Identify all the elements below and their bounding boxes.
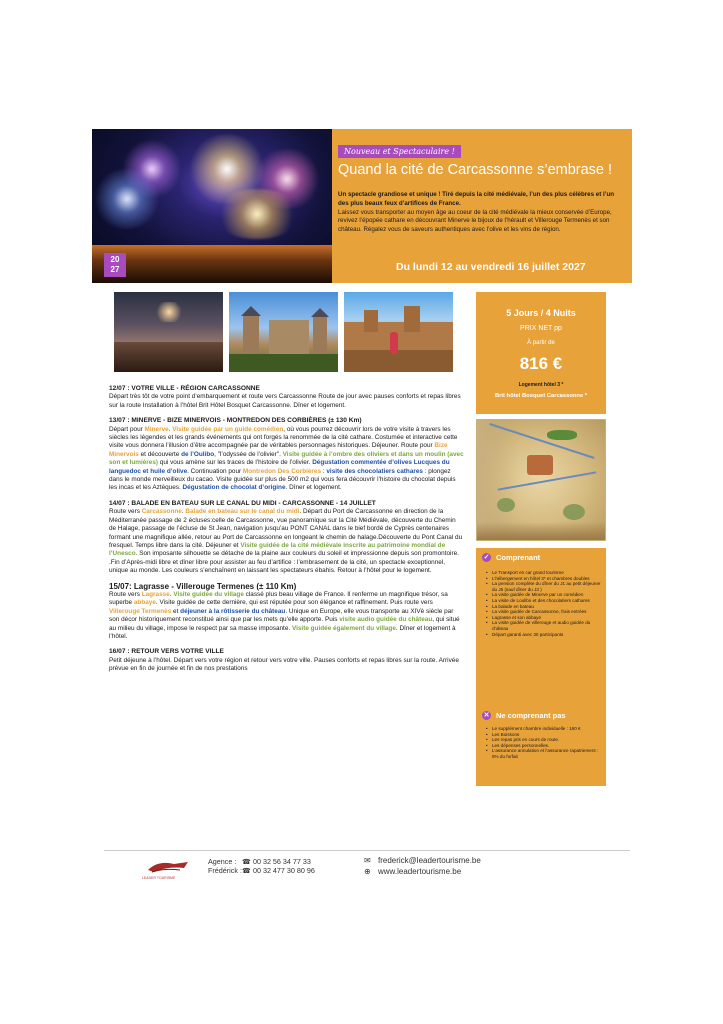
included-header xyxy=(482,553,540,562)
hotel-name: Brit hôtel Bosquet Carcassonne * xyxy=(494,393,588,399)
photo-castle-towers xyxy=(229,292,338,372)
trip-duration: 5 Jours / 4 Nuits xyxy=(506,308,576,318)
new-badge: Nouveau et Spectaculaire ! xyxy=(338,145,461,158)
hero-intro xyxy=(338,191,618,235)
footer-divider xyxy=(104,850,630,851)
trip-dates: Du lundi 12 au vendredi 16 juillet 2027 xyxy=(396,261,586,273)
agency-phone[interactable]: ☎ 00 32 56 34 77 33 xyxy=(242,857,311,866)
day-3 xyxy=(109,500,464,576)
included-title: Comprenant xyxy=(496,553,541,562)
photo-crowd xyxy=(114,292,223,372)
day-text: Petit déjeune à l’hôtel. Départ vers votre région et retour vers votre ville. Pauses conforts et repas libres sur la route. Arrivée prévue en fin de journée et fin de nos prestations xyxy=(109,656,459,673)
day-title: 16/07 : RETOUR VERS VOTRE VILLE xyxy=(109,648,224,656)
list-item: • Départ garanti avec 30 participants xyxy=(486,632,602,638)
day-5 xyxy=(109,648,464,673)
list-item: • Les repas pris en cours de route. xyxy=(486,737,602,743)
price-from-label: À partir de xyxy=(527,340,555,346)
list-item: • L’assurance annulation et l’assurance rapatriement : 5% du forfait xyxy=(486,748,602,759)
agency-label: Agence : xyxy=(208,857,237,866)
price-net-label: PRIX NET pp xyxy=(520,325,562,332)
list-item: • La pension complète du dîner du J1 au petit déjeuner du J5 (sauf dîner du J3 ) xyxy=(486,581,602,592)
day-title: 13/07 : MINERVE - BIZE MINERVOIS - MONTREDON DES CORBIÈRES (± 130 Km) xyxy=(109,417,362,425)
day-4 xyxy=(109,583,464,642)
excluded-header xyxy=(482,711,566,720)
person-label: Frédérick : xyxy=(208,866,242,875)
day-title: 12/07 : VOTRE VILLE - RÉGION CARCASSONNE xyxy=(109,385,260,392)
day-title: 14/07 : BALADE EN BATEAU SUR LE CANAL DU MIDI - CARCASSONNE - 14 JUILLET xyxy=(109,499,376,507)
website-link[interactable]: www.leadertourisme.be xyxy=(378,867,462,876)
logo-text: LEADER TOURISME xyxy=(142,876,176,880)
company-logo xyxy=(144,856,192,876)
day-text: Route vers Carcassonne. Balade en bateau sur le canal du midi. Départ du Port de Carcassonne en direction de la Méditerranée passage de 2 écluses:celle de Carcassonne, vue panoramique sur la Cité Médiévale, découverte du Chemin de Halage, passage de l’écluse de St Jean, navigation jusqu’au PONT CANAL dans le bief bordé de Cyprès centenaires formant une magnifique allée, retour au Port de Carcassonne en longeant le chemin de halage.Découverte du Pont Canal du fresquel. Temps libre dans la cité. Déjeuner et Visite guidée de la cité médiévale inscrite au patrimoine mondial de l’Unesco. Son imposante silhouette se détache de la plaine aux couleurs du soleil et impressionne depuis son promontoire. .Fin d’Après-midi libre et dîner libre pour assister au feu d’artifice : l’embrasement de la cité, un spectacle exceptionnel, unique au monde. Les couleurs s’enchaînent en laissant les spectateurs ébahis. Retour à l’hôtel pour le logement. xyxy=(109,508,463,575)
email-link[interactable]: frederick@leadertourisme.be xyxy=(378,856,481,865)
hero-title: Quand la cité de Carcassonne s’embrase ! xyxy=(338,162,613,178)
list-item: • La visite de Loulibo et des chocolatiers cathares xyxy=(486,598,602,604)
day-1 xyxy=(109,385,464,410)
list-item: • Les dépenses personnelles. xyxy=(486,743,602,749)
price-amount: 816 € xyxy=(519,354,563,373)
region-map xyxy=(476,419,606,541)
list-item: • Lagrasse et son abbaye xyxy=(486,615,602,621)
list-item: • La visite guidée de Carcassonne, frais entrées xyxy=(486,609,602,615)
photo-ramparts xyxy=(344,292,453,372)
globe-icon: ⊕ xyxy=(364,867,371,876)
list-item: • La balade en bateau xyxy=(486,604,602,610)
person-phone[interactable]: ☎ 00 32 477 30 80 96 xyxy=(242,866,315,875)
hero-banner xyxy=(92,129,632,283)
email-icon: ✉ xyxy=(364,856,371,865)
fireworks-image xyxy=(92,129,332,283)
price-box xyxy=(476,292,606,414)
day-text: Route vers Lagrasse. Visite guidée du village classé plus beau village de France. Il renferme un magnifique trésor, sa superbe abbaye. Visite guidée de cette dernière, qui est réputée pour son élégance et raffinement. Puis route vers Villerouge Termenès et déjeuner à la rôtisserie du château. Unique en Europe, elle vous transporte au XIVè siècle par son décor historiquement reconstitué ainsi que par les mets qu’elle apporte. Puis visite audio guidée du château, qui situé au milieu du village, impose le respect par sa masse imposante. Visite guidée également du village. Dîner et logement à l’hôtel. xyxy=(109,590,460,640)
hero-intro-text: Laissez vous transporter au moyen âge au coeur de la cité médiévale la mieux conservée d’Europe, revivez l’épopée cathare en découvrant Minerve le bijoux de l’hérault et Villerouge Termenès et son château. Régalez vous de saveurs authentiques avec l’olive et les vins de région. xyxy=(338,208,612,234)
day-2 xyxy=(109,417,464,493)
year-top: 20 xyxy=(110,255,120,264)
phone-contacts xyxy=(208,857,315,875)
day-text: Départ pour Minerve. Visite guidée par un guide comédien, où vous pourrez découvrir lors de votre visite à travers les siècles les légendes et les grands événements qui ont forgés la renommée de la cité cathare. Costumée et interactive cette visite vous donnera l’illusion d’être accompagnée par de véritables personnages historiques. Déjeuner. Route pour Bize Minervois et découverte de l’Oulibo, "l’odyssée de l’olivier". Visite guidée à l’ombre des oliviers et dans un moulin (avec son et lumières) qui vous amène sur les traces de l’histoire de l’olivier. Dégustation commentée d’olives Lucques du languedoc et huile d’olive. Continuation pour Montredon Des Corbières : visite des chocolatiers cathares : plongez dans le monde merveilleux du cacao. Visite guidée sur plus de 500 m2 qui vous fera découvrir l’histoire du chocolat depuis les incas et les Aztèques. Dégustation de chocolat d’origine. Dîner et logement. xyxy=(109,425,464,492)
list-item: • Le Transport en car grand tourisme xyxy=(486,570,602,576)
included-list xyxy=(486,570,602,637)
hero-panel xyxy=(332,129,632,283)
online-contacts xyxy=(364,855,481,877)
lodging-label: Logement hôtel 3 * xyxy=(518,382,564,388)
inclusions-box xyxy=(476,548,606,786)
close-icon: ✕ xyxy=(483,712,490,719)
list-item: • La visite guidée de Minerve par un comédien xyxy=(486,592,602,598)
itinerary xyxy=(109,385,464,681)
list-item: • Le supplément chambre individuelle : 160 € xyxy=(486,726,602,732)
list-item: • L’hébergement en hôtel 3* et chambres doubles xyxy=(486,576,602,582)
hero-intro-bold: Un spectacle grandiose et unique ! Tiré depuis la cité médiévale, l’un des plus célèbres et l’un des plus beaux feux d’artifices de France. xyxy=(338,191,615,207)
excluded-list xyxy=(486,726,602,760)
list-item: • La visite guidée de villerouge et audio guidée du château xyxy=(486,620,602,631)
day-text: Départ très tôt de votre point d’embarquement et route vers Carcassonne Route de jour avec pauses conforts et repas libres sur la route Installation à l’hôtel Brit Hôtel Bosquet Carcassonne. Dîner et logement. xyxy=(109,393,461,409)
year-bottom: 27 xyxy=(110,265,120,274)
list-item: • Les Boissons xyxy=(486,732,602,738)
check-icon: ✓ xyxy=(483,554,490,561)
day-title: 15/07: Lagrasse - Villerouge Termenes (± 110 Km) xyxy=(109,581,297,591)
excluded-title: Ne comprenant pas xyxy=(496,711,566,720)
year-badge xyxy=(104,253,126,277)
